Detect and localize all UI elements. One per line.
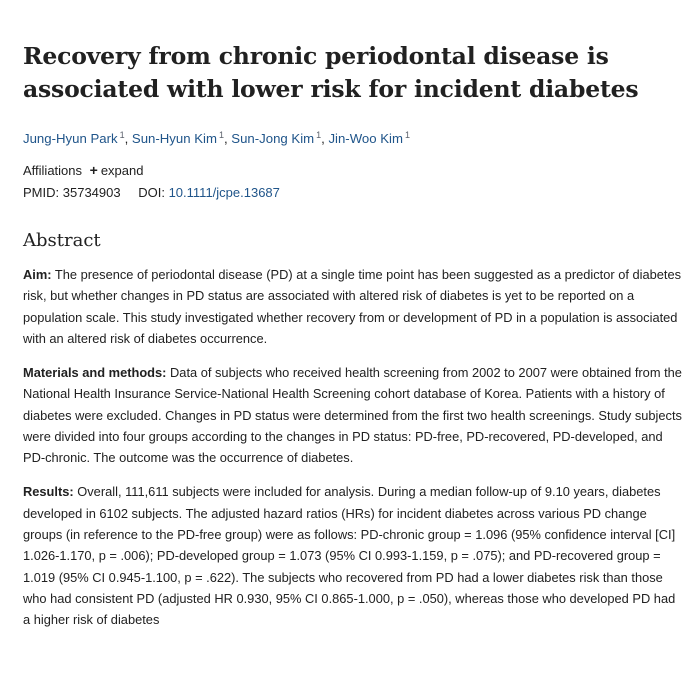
expand-affiliations-button[interactable] (90, 163, 144, 178)
article-page (23, 40, 683, 643)
expand-label: expand (100, 163, 144, 178)
author-link[interactable] (23, 131, 125, 146)
abstract-section-methods (23, 362, 683, 468)
section-label: Materials and methods: (23, 365, 167, 381)
author-name: Sun-Jong Kim (231, 131, 315, 146)
section-label: Aim: (23, 267, 52, 282)
author-link[interactable] (328, 131, 410, 146)
affiliations-row (23, 160, 683, 181)
section-text: The presence of periodontal disease (PD) at a single time point has been suggested as a predictor of diabetes risk, but whether changes in PD status are associated with altered risk of diabetes is yet to be reported on a population scale. This study investigated whether recovery from or development of PD in a population is associated with an altered risk of diabetes occurrence. (23, 267, 682, 346)
pmid-value: 35734903 (62, 185, 121, 200)
author-separator: , (223, 131, 232, 146)
author-name: Jung-Hyun Park (23, 131, 118, 146)
pmid-label: PMID: (23, 185, 60, 200)
affiliations-label: Affiliations (23, 163, 83, 178)
plus-icon: + (89, 162, 98, 178)
section-text: Overall, 111,611 subjects were included for analysis. During a median follow-up of 9.10 years, diabetes developed in 6102 subjects. The adjusted hazard ratios (HRs) for incident diabetes across various PD change groups (in reference to the PD-free group) were as follows: PD-chronic group = 1.096 (95% confidence interval [CI] 1.026-1.170, p = .006); PD-developed group = 1.073 (95% CI 0.993-1.159, p = .075); and PD-recovered group = 1.019 (95% CI 0.945-1.100, p = .622). The subjects who recovered from PD had a lower diabetes risk than those who had consistent PD (adjusted HR 0.930, 95% CI 0.865-1.000, p = .050), whereas those who developed PD had a higher risk of diabetes (23, 484, 676, 628)
author-name: Jin-Woo Kim (328, 131, 403, 146)
affiliation-marker[interactable]: 1 (316, 130, 322, 140)
section-label: Results: (23, 484, 74, 500)
author-list (23, 125, 683, 149)
abstract-section-results (23, 481, 683, 630)
affiliation-marker[interactable]: 1 (404, 130, 410, 140)
author-separator: , (124, 131, 132, 146)
author-link[interactable] (132, 131, 224, 146)
section-text: Data of subjects who received health screening from 2002 to 2007 were obtained from the National Health Insurance Service-National Health Screening cohort database of Korea. Patients with a history of diabetes were excluded. Changes in PD status were determined from the first two health screenings. Study subjects were divided into four groups according to the changes in PD status: PD-free, PD-recovered, PD-developed, and PD-chronic. The outcome was the occurrence of diabetes. (23, 365, 682, 466)
affiliation-marker[interactable]: 1 (218, 130, 224, 140)
doi-label: DOI: (138, 185, 165, 200)
abstract-heading: Abstract (23, 230, 101, 251)
article-title: Recovery from chronic periodontal disease is associated with lower risk for incident diabetes (23, 42, 639, 103)
author-name: Sun-Hyun Kim (131, 131, 217, 146)
affiliation-marker[interactable]: 1 (119, 130, 125, 140)
author-separator: , (321, 131, 329, 146)
author-link[interactable] (231, 131, 321, 146)
doi-link[interactable]: 10.1111/jcpe.13687 (168, 185, 280, 200)
abstract-section-aim (23, 264, 683, 349)
identifiers-row (23, 183, 683, 203)
